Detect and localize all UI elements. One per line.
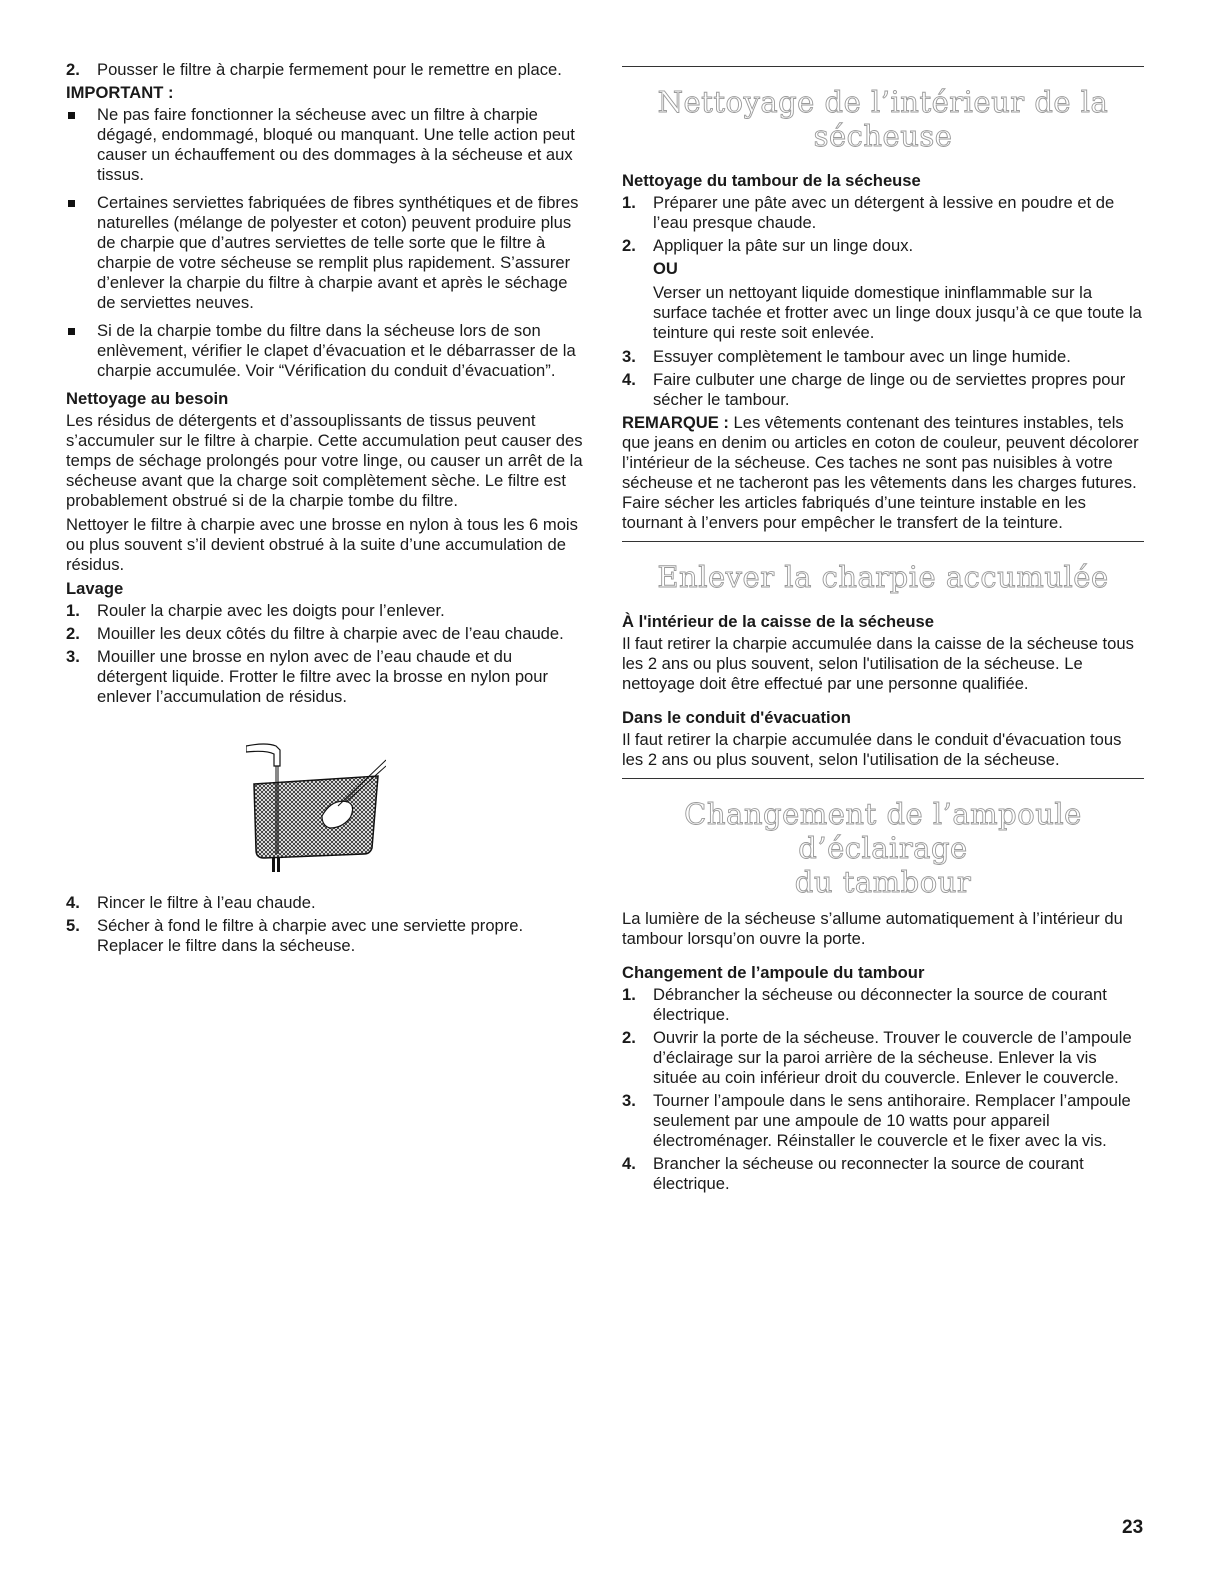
step-number: 3. [66,647,80,666]
square-bullet-icon [68,328,75,335]
besoin-heading: Nettoyage au besoin [66,389,229,408]
step-text: Mouiller une brosse en nylon avec de l’eau chaude et du détergent liquide. Frotter le filtre avec la brosse en nylon pour enlever l’accumulation de résidus. [97,647,549,706]
step-text: Débrancher la sécheuse ou déconnecter la source de courant électrique. [653,985,1107,1024]
tambour-heading: Nettoyage du tambour de la sécheuse [622,171,921,190]
bullet-text: Ne pas faire fonctionner la sécheuse avec un filtre à charpie dégagé, endommagé, bloqué ou manquant. Une telle action peut causer un échauffement ou des dommages à la sécheuse et aux tissus. [97,105,575,184]
step-text: Préparer une pâte avec un détergent à lessive en poudre et de l’eau presque chaude. [653,193,1115,232]
step-text: Rincer le filtre à l’eau chaude. [97,893,316,912]
step-number: 2. [66,624,80,643]
ampoule-step-1 [622,985,1144,1025]
lumiere-text: La lumière de la sécheuse s’allume automatiquement à l’intérieur du tambour lorsqu’on ouvre la porte. [622,909,1123,948]
tambour-step-2 [622,236,1144,256]
section-title-ampoule [622,797,1144,899]
step-number: 1. [622,985,636,1004]
ampoule-step-2 [622,1028,1144,1088]
section-rule [622,778,1144,779]
step-number: 4. [622,370,636,389]
lavage-step-1 [66,601,586,621]
step-2-replace-filter [66,60,586,80]
step-number: 4. [622,1154,636,1173]
bullet-item [66,193,586,313]
conduit-heading: Dans le conduit d'évacuation [622,708,851,727]
important-label: IMPORTANT : [66,83,174,102]
lint-filter-rinse-illustration [246,736,386,876]
tambour-step-4 [622,370,1144,410]
caisse-text: Il faut retirer la charpie accumulée dans la caisse de la sécheuse tous les 2 ans ou plus souvent, selon l'utilisation de la sécheuse. Le nettoyage doit être effectué par une personne qualifiée. [622,634,1134,693]
section-rule [622,66,1144,67]
verser-text: Verser un nettoyant liquide domestique ininflammable sur la surface tachée et frotter avec un linge doux jusqu’à ce que toute la teinture qui reste soit enlevée. [653,283,1142,342]
section-title-nettoyage: Nettoyage de l’intérieur de la sécheuse [657,85,1109,153]
section-rule [622,541,1144,542]
lavage-step-3 [66,647,586,707]
lavage-step-2 [66,624,586,644]
step-number: 5. [66,916,80,935]
step-text: Appliquer la pâte sur un linge doux. [653,236,914,255]
ampoule-heading: Changement de l’ampoule du tambour [622,963,925,982]
step-5-dry [66,916,586,956]
step-4-rinse [66,893,586,913]
step-number: 4. [66,893,80,912]
ou-label: OU [653,259,678,278]
bullet-text: Si de la charpie tombe du filtre dans la sécheuse lors de son enlèvement, vérifier le clapet d’évacuation et le débarrasser de la charpie accumulée. Voir “Vérification du conduit d’évacuation”. [97,321,576,380]
remarque-paragraph [622,413,1144,533]
remarque-text: Les vêtements contenant des teintures instables, tels que jeans en denim ou articles en coton de couleur, peuvent décolorer l’intérieur de la sécheuse. Ces taches ne sont pas nuisibles à votre sécheuse et ne tacheront pas les vêtements dans les charges futures. Faire sécher les articles fabriqués d’une teinture instable en les tournant à l’envers pour empêcher le transfert de la teinture. [622,413,1139,532]
step-number: 1. [66,601,80,620]
tambour-step-1 [622,193,1144,233]
step-number: 3. [622,1091,636,1110]
square-bullet-icon [68,200,75,207]
step-number: 3. [622,347,636,366]
step-text: Mouiller les deux côtés du filtre à charpie avec de l’eau chaude. [97,624,564,643]
bullet-text: Certaines serviettes fabriquées de fibres synthétiques et de fibres naturelles (mélange de polyester et coton) peuvent produire plus de charpie que d’autres serviettes de telle sorte que le filtre à charpie de votre sécheuse se remplit plus rapidement. S’assurer d’enlever la charpie du filtre à charpie avant et après le séchage de serviettes neuves. [97,193,579,312]
ampoule-step-4 [622,1154,1144,1194]
besoin-paragraph-2: Nettoyer le filtre à charpie avec une brosse en nylon à tous les 6 mois ou plus souvent s’il devient obstrué à la suite d’une accumulation de résidus. [66,515,578,574]
square-bullet-icon [68,112,75,119]
remarque-label: REMARQUE : [622,413,729,432]
step-text: Rouler la charpie avec les doigts pour l’enlever. [97,601,445,620]
step-text: Sécher à fond le filtre à charpie avec une serviette propre. Replacer le filtre dans la sécheuse. [97,916,524,955]
tambour-step-3 [622,347,1144,367]
besoin-paragraph-1: Les résidus de détergents et d’assouplissants de tissus peuvent s’accumuler sur le filtre à charpie. Cette accumulation peut causer des temps de séchage prolongés pour votre linge, ou causer un arrêt de la sécheuse avant que la charge soit complètement sèche. Le filtre est probablement obstrué si de la charpie tombe du filtre. [66,411,583,510]
page-number: 23 [1122,1517,1144,1538]
step-number: 1. [622,193,636,212]
step-text: Ouvrir la porte de la sécheuse. Trouver le couvercle de l’ampoule d’éclairage sur la paroi arrière de la sécheuse. Enlever la vis située au coin inférieur droit du couvercle. Enlever le couvercle. [653,1028,1132,1087]
step-text: Pousser le filtre à charpie fermement pour le remettre en place. [97,60,562,79]
bullet-item [66,321,586,381]
ampoule-step-3 [622,1091,1144,1151]
section-title-enlever-charpie: Enlever la charpie accumulée [657,560,1109,594]
step-text: Brancher la sécheuse ou reconnecter la source de courant électrique. [653,1154,1084,1193]
step-text: Essuyer complètement le tambour avec un linge humide. [653,347,1071,366]
section-title-line-2: du tambour [794,865,972,899]
step-text: Faire culbuter une charge de linge ou de serviettes propres pour sécher le tambour. [653,370,1126,409]
left-column [66,60,586,959]
right-column [622,66,1144,1197]
lavage-heading: Lavage [66,579,124,598]
step-number: 2. [622,236,636,255]
section-title-line-1: Changement de l’ampoule d’éclairage [684,797,1082,865]
bullet-item [66,105,586,185]
step-number: 2. [622,1028,636,1047]
caisse-heading: À l'intérieur de la caisse de la sécheuse [622,612,935,631]
step-number: 2. [66,60,80,79]
step-text: Tourner l’ampoule dans le sens antihoraire. Remplacer l’ampoule seulement par une ampoule de 10 watts pour appareil électroménager. Réinstaller le couvercle et le fixer avec la vis. [653,1091,1131,1150]
conduit-text: Il faut retirer la charpie accumulée dans le conduit d'évacuation tous les 2 ans ou plus souvent, selon l'utilisation de la sécheuse. [622,730,1122,769]
